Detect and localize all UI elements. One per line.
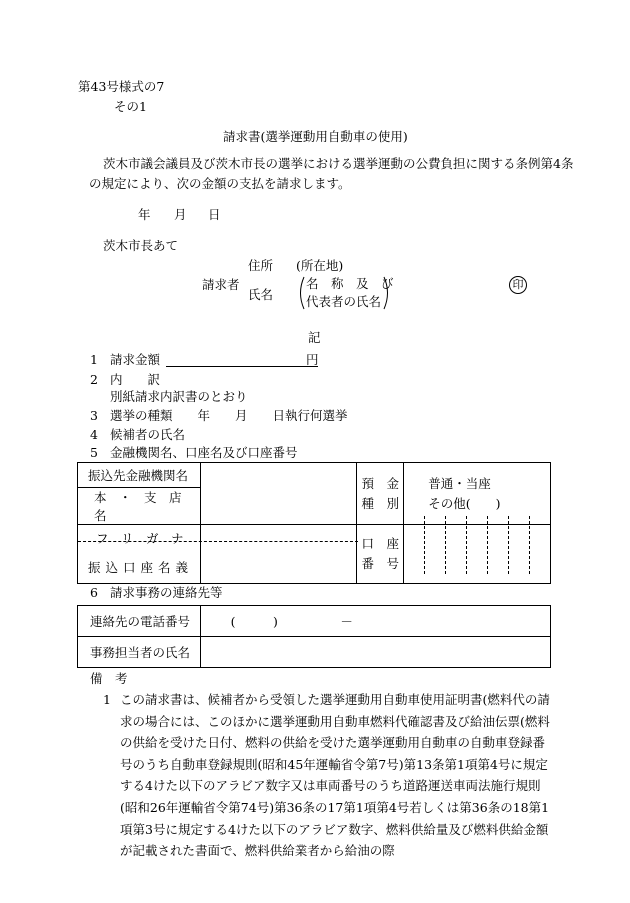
note-1-number: 1 — [103, 692, 111, 707]
intro-line-2: の規定により、次の金額の支払を請求します。 — [89, 176, 351, 191]
staff-label-cell — [78, 637, 201, 668]
bank-name-value-cell[interactable] — [200, 463, 357, 525]
phone-label: 連絡先の電話番号 — [90, 614, 191, 629]
address-paren: (所在地) — [296, 258, 344, 273]
form-number: 第43号様式の7 — [78, 79, 165, 94]
deposit-type-label-1: 預 金 — [361, 475, 400, 491]
account-name-value-cell[interactable] — [200, 525, 357, 584]
page-title: 請求書(選挙運動用自動車の使用) — [223, 129, 408, 144]
name-paren-line-2: 代表者の氏名 — [306, 294, 382, 309]
addressee: 茨木市長あて — [103, 238, 179, 253]
seal-mark: 印 — [509, 276, 527, 294]
name-label: 氏名 — [248, 287, 274, 302]
digit-separator — [466, 516, 467, 574]
date-day: 日 — [208, 207, 221, 222]
intro-line-1: 茨木市議会議員及び茨木市長の選挙における選挙運動の公費負担に関する条例第4条 — [103, 156, 574, 171]
item-4-number: 4 — [90, 427, 98, 442]
item-3-label: 選挙の種類 年 月 日執行何選挙 — [110, 408, 348, 423]
item-1-unit: 円 — [306, 352, 319, 367]
bank-account-table — [77, 462, 551, 584]
item-2-label: 内 訳 — [110, 372, 161, 387]
bank-name-label-cell — [78, 463, 201, 488]
notes-heading: 備 考 — [90, 671, 128, 686]
staff-label: 事務担当者の氏名 — [90, 645, 191, 660]
item-6-number: 6 — [90, 585, 98, 600]
phone-label-cell — [78, 606, 201, 637]
furigana-separator — [78, 541, 358, 542]
item-5-number: 5 — [90, 445, 98, 460]
item-2-detail: 別紙請求内訳書のとおり — [110, 389, 248, 404]
digit-separator — [445, 516, 446, 574]
name-paren-line-1: 名 称 及 び — [306, 276, 394, 291]
account-number-label-cell — [357, 525, 404, 584]
account-number-label-2: 番 号 — [361, 556, 400, 571]
digit-separator — [424, 516, 425, 574]
deposit-type-label-cell — [357, 463, 404, 525]
item-3-number: 3 — [90, 408, 98, 423]
item-1-label: 請求金額 — [110, 352, 161, 367]
item-5-label: 金融機関名、口座名及び口座番号 — [110, 445, 298, 460]
deposit-type-label-2: 種 別 — [361, 495, 400, 511]
furigana-label: フ リ ガ ナ — [96, 531, 184, 546]
digit-separator — [508, 516, 509, 574]
branch-label: 本 ・ 支 店 名 — [94, 490, 195, 523]
form-sub-number: その1 — [114, 99, 147, 114]
staff-value-cell[interactable] — [200, 637, 550, 668]
phone-value-cell[interactable] — [200, 606, 550, 637]
deposit-type-option-2: その他( ) — [428, 495, 501, 511]
item-6-label: 請求事務の連絡先等 — [110, 585, 223, 600]
date-year: 年 — [138, 207, 151, 222]
item-2-number: 2 — [90, 372, 98, 387]
branch-label-cell — [78, 488, 201, 525]
date-month: 月 — [174, 207, 187, 222]
deposit-type-option-1: 普通・当座 — [428, 475, 491, 491]
account-number-label-1: 口 座 — [361, 536, 400, 551]
item-4-label: 候補者の氏名 — [110, 427, 186, 442]
address-label: 住所 — [248, 258, 274, 273]
item-1-number: 1 — [90, 352, 98, 367]
contact-table — [77, 605, 551, 668]
amount-underline — [166, 366, 318, 367]
ki-heading: 記 — [308, 330, 321, 345]
furigana-account-label-cell — [78, 525, 201, 584]
digit-separator — [487, 516, 488, 574]
phone-format: ( ) － — [230, 614, 353, 629]
bank-name-label: 振込先金融機関名 — [88, 468, 189, 483]
note-1-text: この請求書は、候補者から受領した選挙運動用自動車使用証明書(燃料代の請求の場合には、このほかに選挙運動用自動車燃料代確認書及び給油伝票(燃料の供給を受けた日付、燃料の供給を受けた選挙運動用自動車の自動車登録番号のうち自動車登録規則(昭和45年運輸省令第7号)第13条第1項第4号に規定する4けた以下のアラビア数字又は車両番号のうち道路運送車両法施行規則(昭和26年運輸省令第74号)第36条の17第1項第4号若しくは第36条の18第1項第3号に規定する4けた以下のアラビア数字、燃料供給量及び燃料供給金額が記載された書面で、燃料供給業者から給油の際 — [120, 692, 550, 859]
claimant-label: 請求者 — [202, 277, 240, 292]
account-name-label: 振込口座名義 — [88, 560, 194, 575]
digit-separator — [529, 516, 530, 574]
